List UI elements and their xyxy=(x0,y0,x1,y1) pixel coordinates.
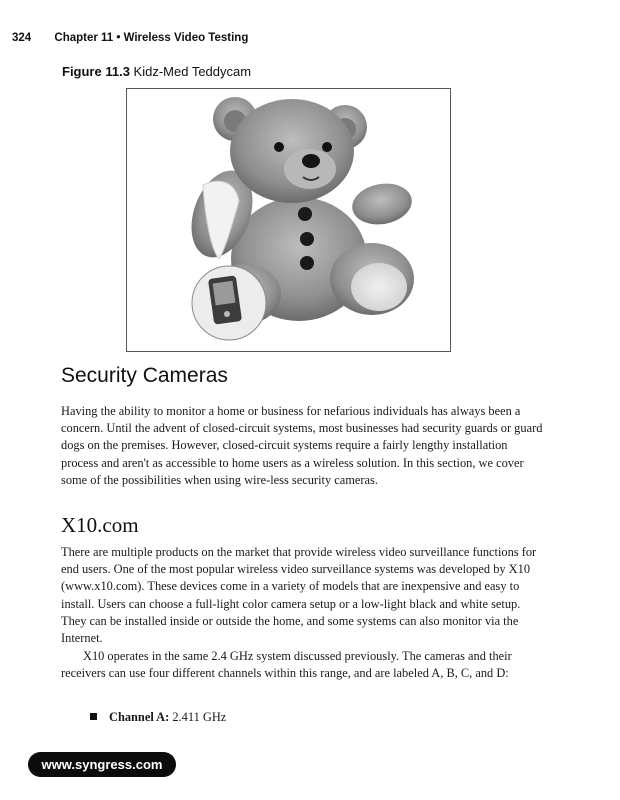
teddy-bear-photo xyxy=(126,88,451,352)
running-header xyxy=(12,32,248,44)
chapter-title: Chapter 11 • Wireless Video Testing xyxy=(54,32,249,44)
bullet-value: 2.411 GHz xyxy=(172,710,227,724)
figure-caption-text: Kidz-Med Teddycam xyxy=(133,64,252,79)
bullet-label: Channel A: xyxy=(109,710,170,724)
section-paragraph: Having the ability to monitor a home or business for nefarious individuals has always been a concern. Until the advent of closed-circuit systems, most businesses had security guards or guard dogs on the premises. However, closed-circuit systems require a fairly lengthy installation process and aren't as accessible to home users as a wireless solution. In this section, we cover some of the possibilities when using wire-less security cameras. xyxy=(61,404,543,487)
page-number: 324 xyxy=(12,32,32,44)
subsection-paragraph-2: X10 operates in the same 2.4 GHz system discussed previously. The cameras and their receivers can use four different channels within this range, and are labeled A, B, C, and D: xyxy=(61,649,512,681)
footer-url-badge: www.syngress.com xyxy=(28,752,176,777)
subsection-paragraph-1: There are multiple products on the market that provide wireless video surveillance functions for end users. One of the most popular wireless video surveillance systems was developed by X10 (www.x10.com). These devices come in a variety of models that are inexpensive and easy to install. Users can choose a full-light color camera setup or a low-light black and white setup. They can be installed inside or outside the home, and some systems can also monitor via the Internet. xyxy=(61,545,537,646)
subsection-heading: X10.com xyxy=(61,513,139,537)
figure-label: Figure 11.3 xyxy=(62,64,130,79)
figure-caption xyxy=(62,64,251,79)
list-item xyxy=(90,710,226,725)
section-heading: Security Cameras xyxy=(61,364,228,387)
bullet-square-icon xyxy=(90,713,97,720)
